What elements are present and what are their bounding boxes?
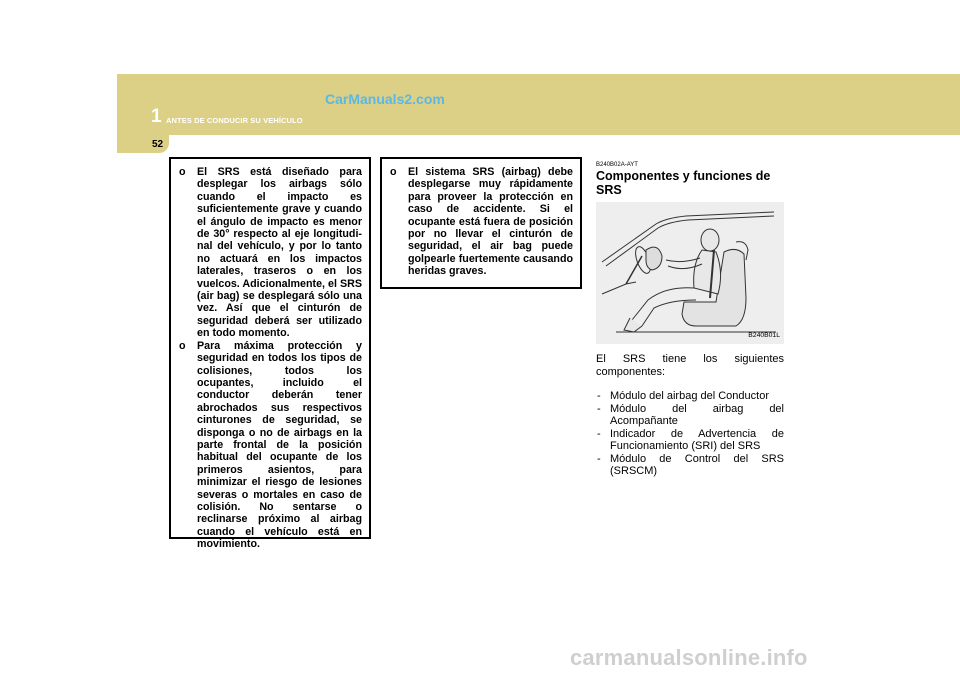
warning-item: o El SRS está diseñado para desplegar los airbags sólo cuando el impacto es suficientemente grave y cuando el ángulo de impacto es menor de 30° respecto al eje longitudi-nal del vehículo, y por lo tanto no actuará en los impactos laterales, traseros o en los vuelcos. Adicionalmente, el SRS (air bag) se desplegará sólo una vez. Así que el cinturón de seguridad deberá ser utilizado en todo momento. <box>179 166 362 340</box>
components-intro: El SRS tiene los siguientes componentes: <box>596 353 784 378</box>
chapter-number: 1 <box>151 106 162 127</box>
header-band <box>117 74 960 135</box>
list-item: - Módulo del airbag del Conductor <box>596 390 784 403</box>
section-header <box>596 162 784 197</box>
list-item: - Módulo del airbag del Acompañante <box>596 403 784 428</box>
section-ref-code: B240B02A-AYT <box>596 162 638 168</box>
watermark-top-link[interactable]: CarManuals2.com <box>325 91 445 107</box>
warning-box-left <box>169 157 371 551</box>
airbag-illustration <box>596 202 784 344</box>
page-number: 52 <box>152 139 164 150</box>
list-item: - Módulo de Control del SRS (SRSCM) <box>596 453 784 478</box>
watermark-bottom-link[interactable]: carmanualsonline.info <box>570 645 808 670</box>
driver-airbag-icon <box>596 202 784 344</box>
warning-item: o El sistema SRS (airbag) debe desplegarse muy rápidamente para proveer la protección en caso de accidente. Si el ocupante está fuera de posición por no llevar el cinturón de seguridad, el air bag puede golpearle fuertemente causando heridas graves. <box>390 166 573 278</box>
figure-code: B240B01L <box>748 332 780 339</box>
warning-box-middle <box>380 157 582 289</box>
chapter-title: ANTES DE CONDUCIR SU VEHÍCULO <box>166 116 303 125</box>
components-list <box>596 390 784 478</box>
section-title: Componentes y funciones de SRS <box>596 169 771 197</box>
list-item: - Indicador de Advertencia de Funcionamiento (SRI) del SRS <box>596 428 784 453</box>
warning-item: o Para máxima protección y seguridad en todos los tipos de colisiones, todos los ocupantes, incluido el conductor deberán tener abrochados sus respectivos cinturones de seguridad, se disponga o no de airbags en la parte frontal de la posición habitual del ocupante de los primeros asientos, para minimizar el riesgo de lesiones severas o mortales en caso de colisión. No sentarse o reclinarse próximo al airbag cuando el vehículo está en movimiento. <box>179 340 362 551</box>
